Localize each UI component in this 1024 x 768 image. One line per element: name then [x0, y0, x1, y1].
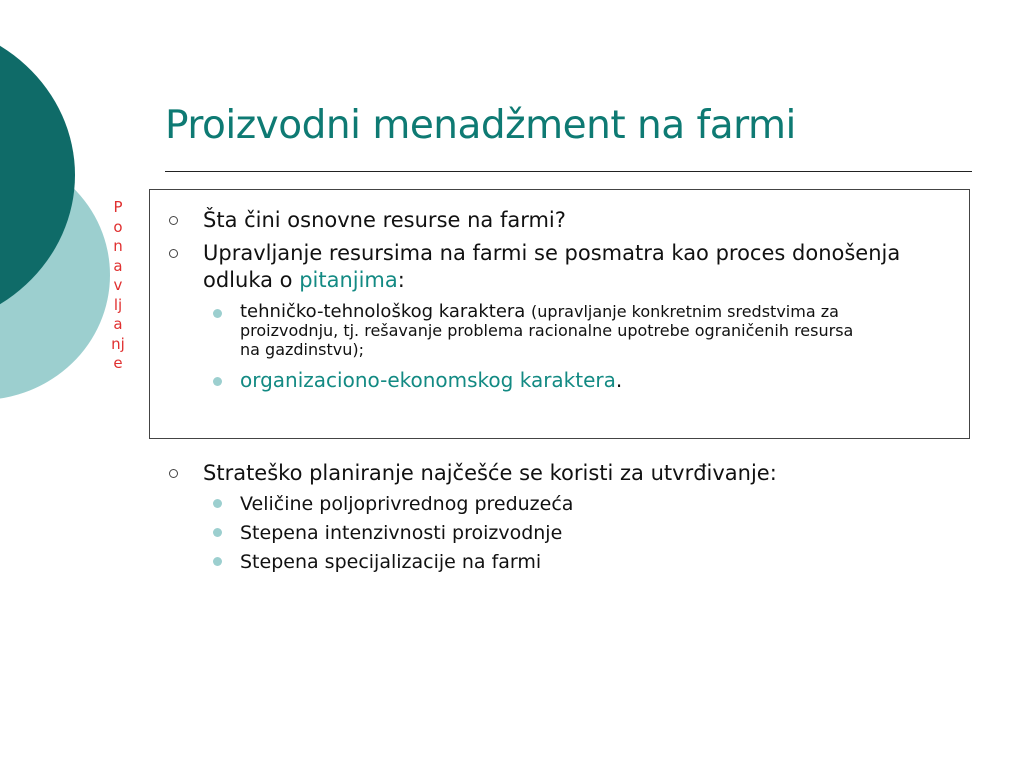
sub-bullet-size	[210, 492, 985, 516]
sub-bullet-text: Veličine poljoprivrednog preduzeća	[240, 493, 574, 515]
slide-title: Proizvodni menadžment na farmi	[165, 103, 796, 148]
box-bullet-list	[165, 207, 965, 392]
vertical-note	[108, 198, 128, 374]
filled-dot-bullet-icon	[213, 557, 222, 566]
bullet-text: Upravljanje resursima na farmi se posmatra kao proces donošenja odluka o	[203, 241, 901, 292]
vertical-note-letter: o	[113, 217, 123, 236]
hollow-circle-bullet-icon	[169, 216, 178, 225]
vertical-note-letter: e	[113, 354, 123, 372]
sub-bullet-economic	[210, 368, 965, 392]
highlight-text: pitanjima	[299, 268, 398, 292]
bullet-item-strategic	[165, 460, 985, 487]
bullet-item-management	[165, 240, 965, 294]
filled-dot-bullet-icon	[213, 309, 222, 318]
bullet-item-resources	[165, 207, 965, 234]
sub-bullet-intensity	[210, 521, 985, 545]
sub-bullet-text: Stepena intenzivnosti proizvodnje	[240, 522, 563, 544]
sub-bullet-main-text: tehničko-tehnološkog karaktera	[240, 301, 532, 322]
filled-dot-bullet-icon	[213, 528, 222, 537]
title-underline	[165, 171, 972, 172]
hollow-circle-bullet-icon	[169, 249, 178, 258]
vertical-note-letter: n	[113, 237, 123, 255]
sub-bullet-technical	[210, 302, 855, 359]
strategic-bullet-list	[165, 460, 985, 574]
vertical-note-letter: lj	[113, 295, 123, 314]
bullet-colon: :	[397, 268, 405, 292]
vertical-note-letter: a	[113, 256, 123, 275]
sub-bullet-text: Stepena specijalizacije na farmi	[240, 551, 542, 573]
vertical-note-letter: P	[113, 198, 123, 216]
vertical-note-letter: v	[113, 276, 123, 294]
vertical-note-letter: a	[113, 315, 123, 333]
filled-dot-bullet-icon	[213, 499, 222, 508]
bullet-text: Šta čini osnovne resurse na farmi?	[203, 208, 566, 232]
vertical-note-letter: nj	[111, 334, 125, 353]
sub-bullet-detail-text: (upravljanje konkretnim sredstvima za proizvodnju, tj. rešavanje problema racionalne upotrebe ograničenih resursa na gazdinstvu);	[240, 302, 854, 359]
filled-dot-bullet-icon	[213, 377, 222, 386]
bullet-text: Strateško planiranje najčešće se koristi za utvrđivanje:	[203, 461, 777, 485]
sub-bullet-period: .	[615, 368, 623, 392]
hollow-circle-bullet-icon	[169, 469, 178, 478]
highlight-text: organizaciono-ekonomskog karaktera	[240, 368, 616, 392]
sub-bullet-specialization	[210, 550, 985, 574]
